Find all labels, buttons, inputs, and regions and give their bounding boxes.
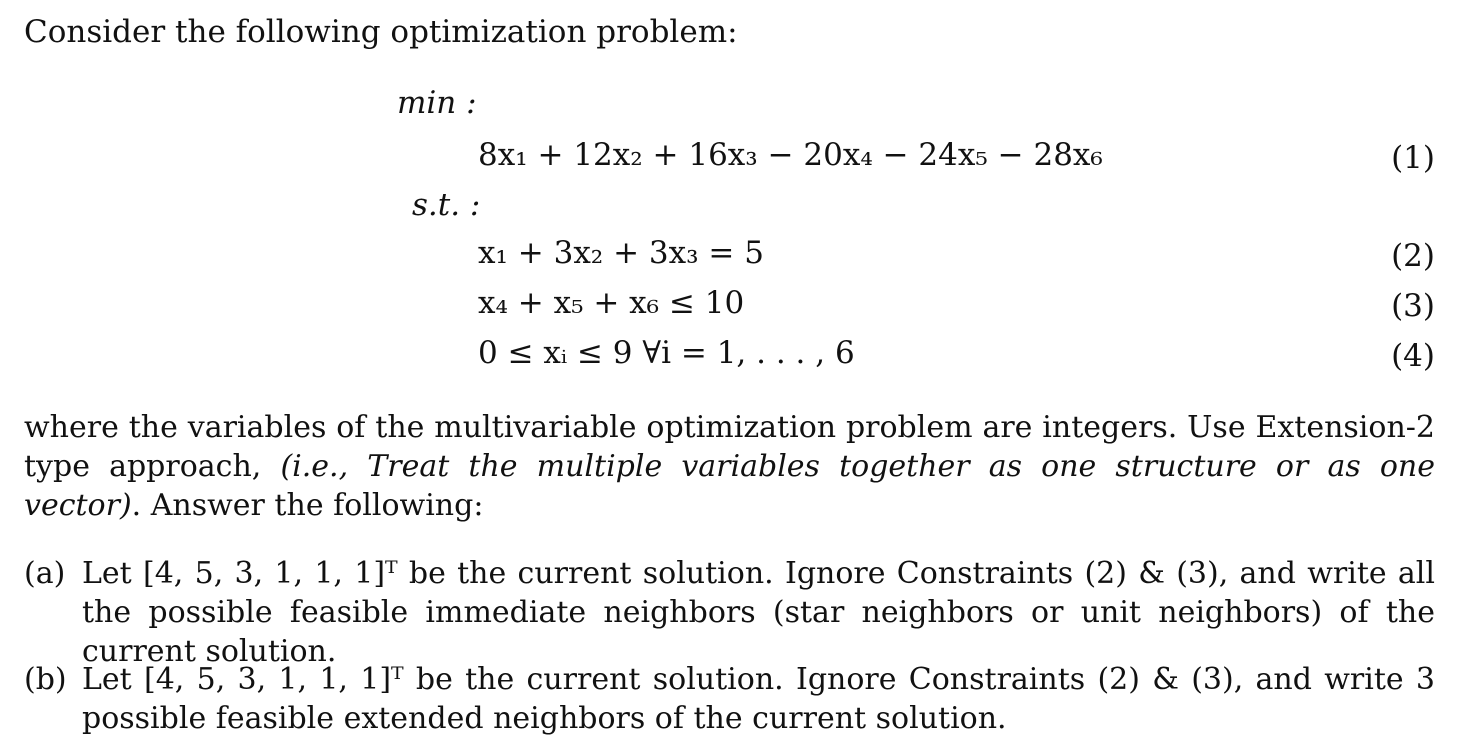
question-text-a: Let [4, 5, 3, 1, 1, 1]ᵀ be the current solution. Ignore Constraints (2) & (3), and write all the possible feasible immediate neighbors (star neighbors or unit neighbors) of the current solution. (82, 556, 1435, 669)
paragraph-text-1: where the variables of the multivariable optimization problem are integers. Use Extension-2 type approach, (24, 410, 1435, 484)
constraint-4: 0 ≤ xᵢ ≤ 9 ∀i = 1, . . . , 6 (478, 335, 855, 371)
equation-number-3: (3) (1391, 288, 1435, 324)
equation-number-2: (2) (1391, 238, 1435, 274)
question-label-a: (a) (24, 556, 66, 591)
intro-text: Consider the following optimization problem: (24, 14, 738, 50)
objective-expression: 8x₁ + 12x₂ + 16x₃ − 20x₄ − 24x₅ − 28x₆ (478, 137, 1103, 173)
equation-number-1: (1) (1391, 140, 1435, 176)
question-item-a (24, 554, 1435, 671)
equation-number-4: (4) (1391, 338, 1435, 374)
question-text-b: Let [4, 5, 3, 1, 1, 1]ᵀ be the current solution. Ignore Constraints (2) & (3), and write 3 possible feasible extended neighbors of the current solution. (82, 662, 1435, 736)
description-paragraph (24, 408, 1435, 525)
subject-to-label: s.t. : (412, 187, 481, 223)
question-item-b (24, 660, 1435, 738)
constraint-3: x₄ + x₅ + x₆ ≤ 10 (478, 285, 745, 321)
paragraph-text-2: . Answer the following: (131, 488, 484, 523)
min-label: min : (397, 85, 477, 121)
constraint-2: x₁ + 3x₂ + 3x₃ = 5 (478, 235, 764, 271)
paragraph-italic: (i.e., Treat the multiple variables together as one structure or as one vector) (24, 449, 1435, 523)
question-label-b: (b) (24, 662, 67, 697)
